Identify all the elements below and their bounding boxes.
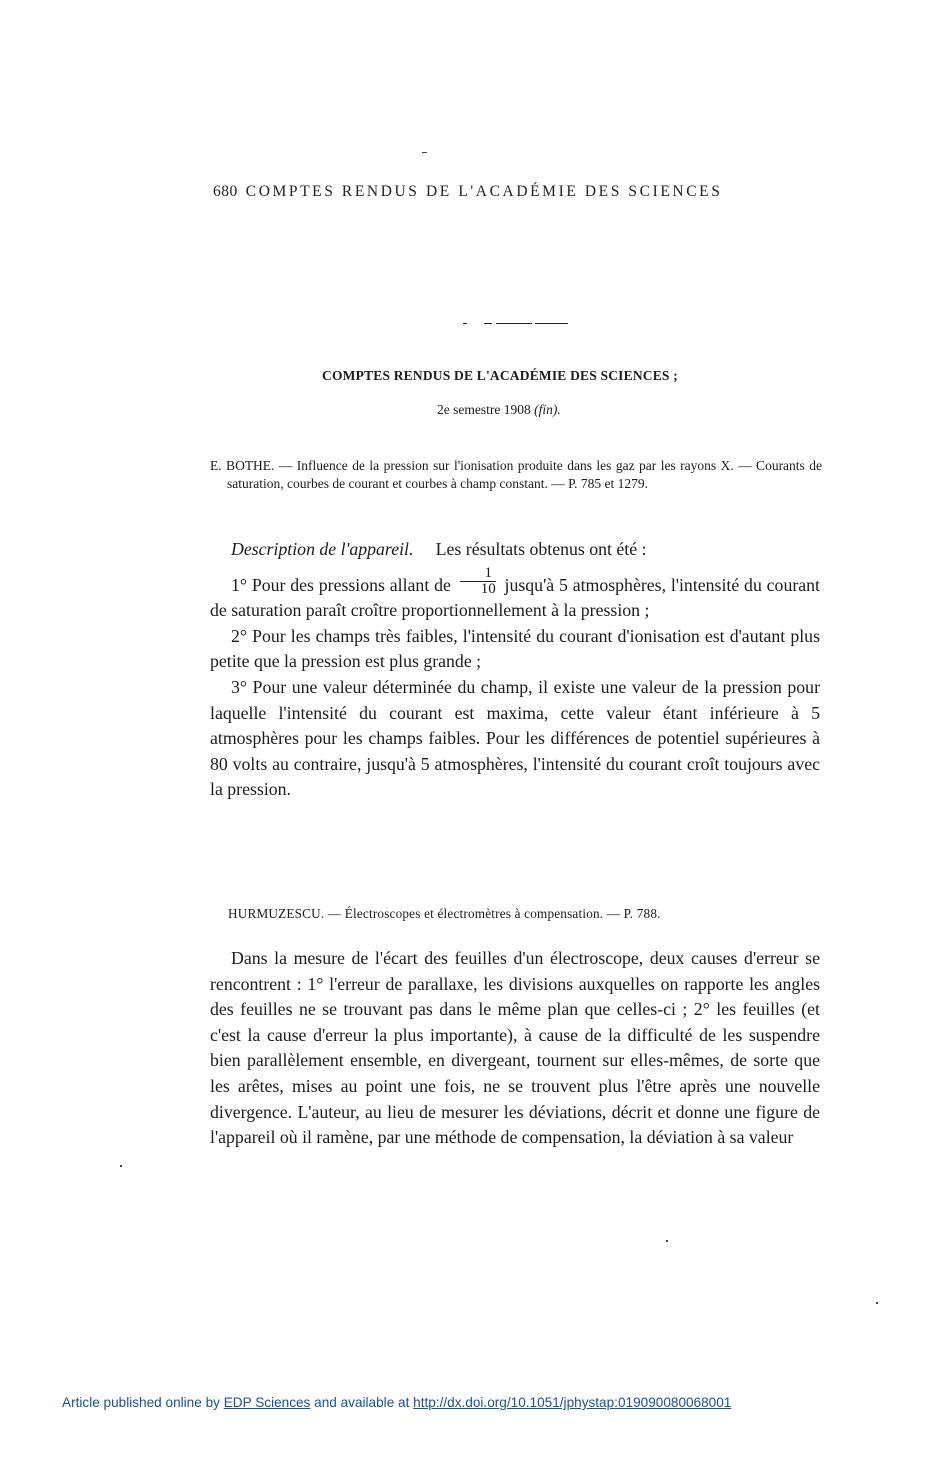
- publisher-link[interactable]: EDP Sciences: [223, 1395, 311, 1410]
- article-reference-bothe: E. BOTHE. — Influence de la pression sur l'ionisation produite dans les gaz par les rayons X. — Courants de saturation, courbes de courant et courbes à champ constant. — P. 785 et 1279.: [210, 458, 822, 491]
- fraction-denominator: 10: [480, 581, 496, 598]
- intro-italic: Description de l'appareil.: [231, 539, 414, 559]
- page-number: 680: [213, 183, 238, 200]
- speck: [120, 1165, 122, 1167]
- item-1-start: 1° Pour des pressions allant de: [231, 574, 451, 595]
- article-reference-hurmuzescu: HURMUZESCU. — Électroscopes et électromètres à compensation. — P. 788.: [228, 906, 661, 921]
- item-3: 3° Pour une valeur déterminée du champ, il existe une valeur de la pression pour laquelle l'intensité du courant est maxima, cette valeur étant inférieure à 5 atmosphères pour les champs faibles. Pour les différences de potentiel supérieures à 80 volts au contraire, jusqu'à 5 atmosphères, l'intensité du courant croît toujours avec la pression.: [210, 676, 820, 800]
- article-body-bothe: [210, 537, 820, 803]
- item-1-end: jusqu'à 5 atmosphères, l'intensité du courant de saturation paraît croître proportionnellement à la pression ;: [210, 574, 820, 621]
- item-2: 2° Pour les champs très faibles, l'intensité du courant d'ionisation est d'autant plus petite que la pression est plus grande ;: [210, 625, 820, 672]
- intro-paragraph: [210, 537, 820, 563]
- article-body-hurmuzescu: [210, 946, 820, 1151]
- paragraph: Dans la mesure de l'écart des feuilles d'un électroscope, deux causes d'erreur se rencontrent : 1° l'erreur de parallaxe, les divisions auxquelles on rapporte les angles des feuilles ne se trouvant pas dans le même plan que celles-ci ; 2° les feuilles (et c'est la cause d'erreur la plus importante), à cause de la difficulté de les suspendre bien parallèlement ensemble, en divergeant, tournent sur elles-mêmes, de sorte que les arêtes, mises au point une fois, ne se trouvent plus l'être après une nouvelle divergence. L'auteur, au lieu de mesurer les déviations, décrit et donne une figure de l'appareil où il ramène, par une méthode de compensation, la déviation à sa valeur: [210, 948, 820, 1148]
- intro-text: Les résultats obtenus ont été :: [435, 539, 647, 559]
- running-header: [213, 183, 813, 201]
- speck: [876, 1302, 878, 1304]
- footer-prefix: Article published online by: [62, 1395, 224, 1410]
- running-title: COMPTES RENDUS DE L'ACADÉMIE DES SCIENCES: [245, 183, 723, 200]
- speck: [666, 1240, 668, 1242]
- fraction: [460, 566, 496, 597]
- section-title: COMPTES RENDUS DE L'ACADÉMIE DES SCIENCES ;: [322, 368, 678, 383]
- semester-fin: (fin).: [534, 402, 561, 417]
- item-1: [210, 565, 820, 624]
- doi-link[interactable]: http://dx.doi.org/10.1051/jphystap:019090080068001: [413, 1395, 732, 1410]
- speck: [422, 152, 427, 153]
- fraction-numerator: 1: [460, 566, 496, 582]
- footer-middle: and available at: [310, 1395, 414, 1410]
- footer-notice: [62, 1395, 731, 1410]
- semester-text: 2e semestre 1908: [437, 402, 535, 417]
- semester-line: [437, 402, 561, 418]
